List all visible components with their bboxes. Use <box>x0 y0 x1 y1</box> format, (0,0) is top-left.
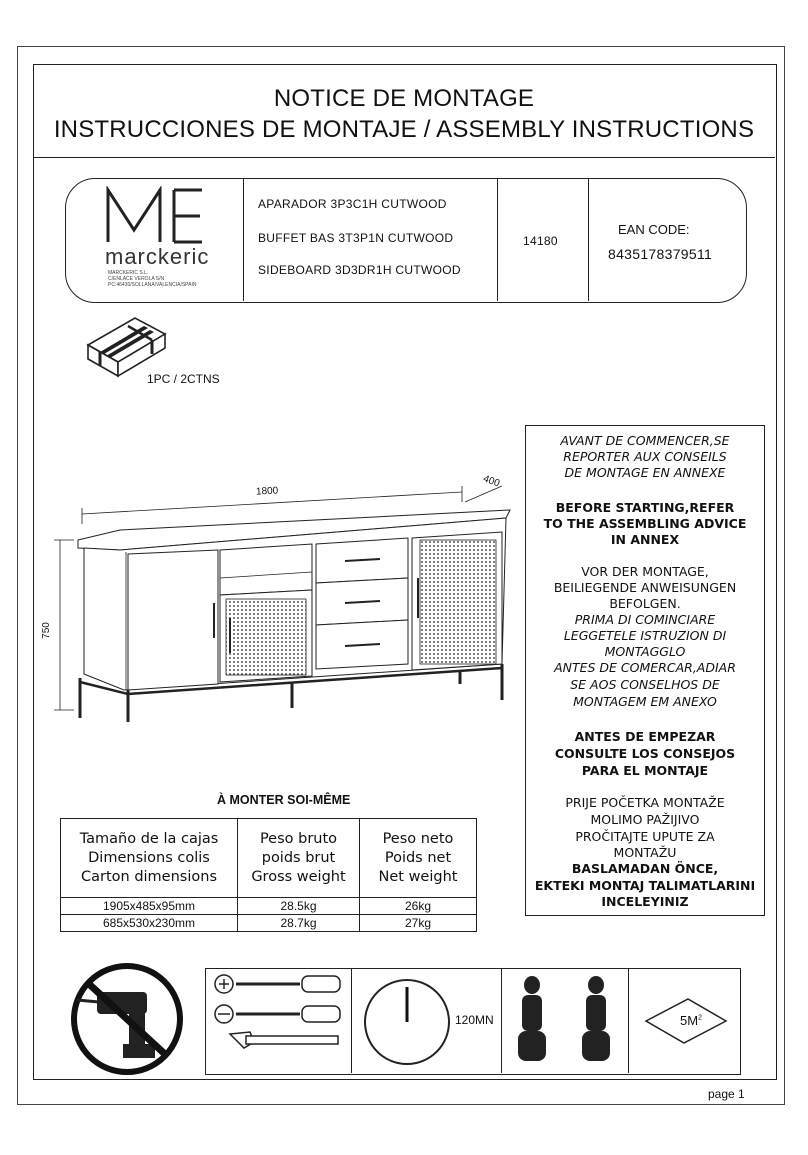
row1-gross: 28.5kg <box>238 898 360 915</box>
note-fr-1: AVANT DE COMMENCER,SE <box>560 433 730 448</box>
ean-value: 8435178379511 <box>608 246 713 262</box>
row2-dimensions: 685x530x230mm <box>61 915 238 932</box>
header-gross-fr: poids brut <box>261 849 336 866</box>
note-hr-4: MONTAŽU <box>613 845 677 860</box>
product-name-en: SIDEBOARD 3D3DR1H CUTWOOD <box>258 263 461 277</box>
header-divider-2 <box>497 178 498 301</box>
note-en-3: IN ANNEX <box>610 532 680 547</box>
header-net-fr: Poids net <box>384 849 452 866</box>
header-dimensions-es: Tamaño de la cajas <box>79 830 219 847</box>
assembly-advice-box <box>525 425 765 916</box>
note-pt-3: MONTAGEM EM ANEXO <box>573 694 717 709</box>
header-dimensions <box>61 819 238 898</box>
note-en-1: BEFORE STARTING,REFER <box>555 500 735 515</box>
title-line-2: INSTRUCCIONES DE MONTAJE / ASSEMBLY INSTRUCTIONS <box>53 116 755 143</box>
header-gross-weight <box>238 819 360 898</box>
note-it-3: MONTAGGLO <box>604 644 686 659</box>
note-de-3: BEFOLGEN. <box>609 596 681 611</box>
address-line-3: PC:46430/SOLLANA/VALENCIA/SPAIN <box>108 282 197 288</box>
note-tr-3: INCELEYINIZ <box>601 894 689 909</box>
clock-icon <box>360 975 455 1070</box>
header-net-en: Net weight <box>378 868 458 885</box>
note-pt-1: ANTES DE COMERCAR,ADIAR <box>554 660 736 675</box>
note-hr-3: PROČITAJTE UPUTE ZA <box>575 829 715 844</box>
header-gross-en: Gross weight <box>251 868 346 885</box>
header-gross-es: Peso bruto <box>259 830 338 847</box>
note-es-2: CONSULTE LOS CONSEJOS <box>554 746 736 761</box>
ean-label: EAN CODE: <box>618 222 690 237</box>
header-net-es: Peso neto <box>382 830 454 847</box>
sideboard-drawing <box>40 468 520 728</box>
space-area-unit: 2 <box>698 1014 702 1022</box>
note-es-1: ANTES DE EMPEZAR <box>574 729 716 744</box>
title-line-1: NOTICE DE MONTAGE <box>273 85 535 112</box>
carton-dimensions-table <box>60 818 477 932</box>
address-line-2: C/ENLACE VEROLA S/N <box>108 276 165 282</box>
no-power-drill-icon <box>67 962 187 1077</box>
note-pt-2: SE AOS CONSELHOS DE <box>570 677 720 692</box>
header-divider-3 <box>588 178 589 301</box>
dimension-height: 750 <box>40 622 52 639</box>
tools-divider-2 <box>501 968 502 1073</box>
me-logo-icon <box>104 186 208 246</box>
brand-name: marckeric <box>105 244 210 269</box>
product-ref: 14180 <box>523 234 558 248</box>
two-persons-icon <box>510 975 624 1067</box>
note-hr-1: PRIJE POČETKA MONTAŽE <box>565 795 725 810</box>
product-name-fr: BUFFET BAS 3T3P1N CUTWOOD <box>258 231 454 245</box>
row2-gross: 28.7kg <box>238 915 360 932</box>
note-tr-1: BASLAMADAN ÖNCE, <box>571 861 719 876</box>
dimension-width: 1800 <box>255 485 279 498</box>
row1-dimensions: 1905x485x95mm <box>61 898 238 915</box>
note-fr-3: DE MONTAGE EN ANNEXE <box>564 465 726 480</box>
address-line-1: MARCKERIC S.L. <box>108 270 149 276</box>
title-separator <box>33 157 775 158</box>
brand-address <box>108 270 196 288</box>
space-area: 5M <box>680 1013 699 1028</box>
row2-net: 27kg <box>360 915 477 932</box>
note-fr-2: REPORTER AUX CONSEILS <box>563 449 727 464</box>
self-assembly-label: À MONTER SOI-MÊME <box>217 793 351 807</box>
package-box-icon <box>80 310 170 380</box>
tools-divider-1 <box>351 968 352 1073</box>
note-it-2: LEGGETELE ISTRUZION DI <box>563 628 727 643</box>
page-number: page 1 <box>708 1087 745 1101</box>
dimension-depth: 400 <box>481 473 502 490</box>
header-divider-1 <box>243 178 244 301</box>
note-tr-2: EKTEKI MONTAJ TALIMATLARINI <box>534 878 756 893</box>
note-de-1: VOR DER MONTAGE, <box>581 564 709 579</box>
package-count-label: 1PC / 2CTNS <box>147 372 220 386</box>
product-name-es: APARADOR 3P3C1H CUTWOOD <box>258 197 447 211</box>
row1-net: 26kg <box>360 898 477 915</box>
space-required <box>680 1013 702 1028</box>
header-dimensions-en: Carton dimensions <box>81 868 217 885</box>
table-row <box>61 915 477 932</box>
assembly-time: 120MN <box>455 1013 494 1027</box>
note-es-3: PARA EL MONTAJE <box>581 763 709 778</box>
note-en-2: TO THE ASSEMBLING ADVICE <box>543 516 747 531</box>
note-de-2: BEILIEGENDE ANWEISUNGEN <box>553 580 737 595</box>
note-it-1: PRIMA DI COMINCIARE <box>574 612 716 627</box>
table-row <box>61 898 477 915</box>
note-hr-2: MOLIMO PAŽIJIVO <box>590 812 700 827</box>
header-dimensions-fr: Dimensions colis <box>88 849 210 866</box>
tools-required-icon <box>210 970 348 1070</box>
tools-divider-3 <box>628 968 629 1073</box>
header-net-weight <box>360 819 477 898</box>
brand-logo <box>104 186 208 246</box>
